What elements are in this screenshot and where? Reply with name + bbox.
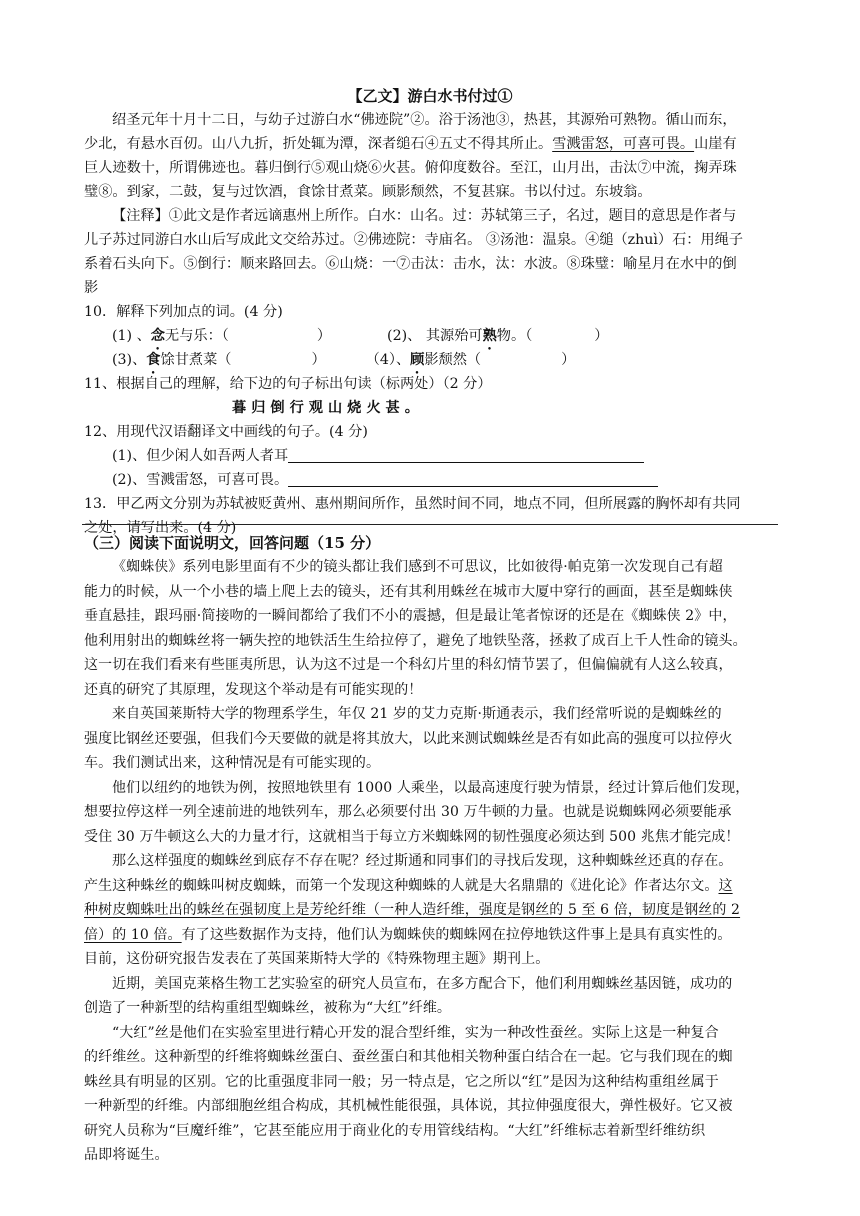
passage-line: 蛛丝具有明显的区别。它的比重强度非同一般；另一特点是，它之所以“红”是因为这种结构重组丝属于 (84, 1074, 719, 1090)
question-11-sentence: 暮归倒行观山烧火甚。 (232, 400, 424, 416)
passage-line: 能力的时候，从一个小巷的墙上爬上去的镜头，还有其利用蛛丝在城市大厦中穿行的画面，甚至是蜘蛛侠 (84, 584, 733, 600)
notes-line: 影 (84, 280, 99, 296)
passage-line: 倍）的 10 倍。有了这些数据作为支持，他们认为蜘蛛侠的蜘蛛网在拉停地铁这件事上是具有真实性的。 (84, 927, 732, 943)
question-12: 12、用现代汉语翻译文中画线的句子。(4 分) (84, 424, 368, 440)
passage-line: 强度比钢丝还要强，但我们今天要做的就是将其放大，以此来测试蜘蛛丝是否有如此高的强度可以拉停火 (84, 731, 733, 747)
notes-line: 儿子苏过同游白水山后写成此文交给苏过。②佛迹院：寺庙名。 ③汤池：温泉。④缒（zhuì）石：用绳子 (84, 232, 744, 248)
passage-line: 还真的研究了其原理，发现这个举动是有可能实现的！ (84, 682, 423, 698)
yi-text-line: 绍圣元年十月十二日，与幼子过游白水“佛迹院”②。浴于汤池③，热甚，其源殆可熟物。循山而东， (112, 112, 737, 128)
question-13-line: 之处，请写出来。(4 分) (84, 520, 237, 536)
passage-line: 那么这样强度的蜘蛛丝到底存不存在呢？经过斯通和同事们的寻找后发现，这种蜘蛛丝还真的存在。 (112, 853, 733, 869)
question-12-part-2: (2)、雪溅雷怒，可喜可畏。 (112, 468, 784, 492)
passage-line: 一种新型的纤维。内部细胞丝组合构成，其机械性能很强，具体说，其拉伸强度很大，弹性极好。它又被 (84, 1098, 733, 1114)
passage-line: 创造了一种新型的结构重组型蜘蛛丝，被称为“大红”纤维。 (84, 1000, 452, 1016)
passage-line: 垂直悬挂，跟玛丽·简接吻的一瞬间都给了我们不小的震撼，但是最让笔者惊讶的还是在《蜘蛛侠 2》中， (84, 608, 737, 624)
underlined-sentence: 倍）的 10 倍。 (84, 927, 182, 943)
dotted-word: 食 (146, 352, 161, 368)
question-11: 11、根据自己的理解，给下边的句子标出句读（标两处）（2 分） (84, 376, 492, 392)
passage-line: 想要拉停这样一列全速前进的地铁列车，那么必须要付出 30 万牛顿的力量。也就是说蜘蛛网必须要能承 (84, 804, 732, 820)
passage-line: 目前，这份研究报告发表在了英国莱斯特大学的《特殊物理主题》期刊上。 (84, 951, 550, 967)
answer-blank[interactable] (288, 446, 644, 463)
passage-line: 产生这种蛛丝的蜘蛛叫树皮蜘蛛，而第一个发现这种蜘蛛的人就是大名鼎鼎的《进化论》作者达尔文。这 (84, 878, 733, 894)
underlined-sentence: 种树皮蜘蛛吐出的蛛丝在强韧度上是芳纶纤维（一种人造纤维，强度是钢丝的 5 至 6 倍，韧度是钢丝的 2 (84, 902, 741, 918)
passage-line: 受住 30 万牛顿这么大的力量才行，这就相当于每立方米蜘蛛网的韧性强度必须达到 500 兆焦才能完成！ (84, 829, 740, 845)
passage-line (84, 898, 784, 923)
passage-line: “大红”丝是他们在实验室里进行精心开发的混合型纤维，实为一种改性蚕丝。实际上这是一种复合 (112, 1025, 719, 1041)
answer-blank[interactable] (288, 470, 658, 487)
yi-text-line: 璧⑧。到家，二鼓，复与过饮酒，食馀甘煮菜。顾影颓然，不复甚寐。书以付过。东坡翁。 (84, 184, 652, 200)
question-10-row-2: (3)、食馀甘煮菜（ ） （4）、顾影颓然（ ） (112, 352, 576, 368)
passage-line: 车。我们测试出来，这种情况是有可能实现的。 (84, 755, 381, 771)
section-3-heading: （三）阅读下面说明文，回答问题（15 分） (84, 534, 381, 552)
question-10-row-1: (1) 、念无与乐：（ ） (2)、 其源殆可熟物。（ ） (112, 328, 609, 344)
section-divider (82, 524, 778, 525)
passage-line: 研究人员称为“巨魔纤维”，它甚至能应用于商业化的专用管线结构。“大红”纤维标志着新型纤维纺织 (84, 1123, 706, 1139)
dotted-word: 熟 (482, 328, 497, 344)
question-10: 10．解释下列加点的词。(4 分) (84, 304, 283, 320)
passage-line: 近期，美国克莱格生物工艺实验室的研究人员宣布，在多方配合下，他们利用蜘蛛丝基因链，成功的 (112, 976, 733, 992)
yi-title: 【乙文】游白水书付过① (347, 87, 513, 105)
yi-text-line: 少北，有悬水百仞。山八九折，折处辄为潭，深者缒石④五丈不得其所止。雪溅雷怒，可喜可畏。山崖有 (84, 136, 737, 152)
notes-line: 系着石头向下。⑤倒行：顺来路回去。⑥山烧：一⑦击汰：击水，汰：水波。⑧珠璧：喻星月在水中的倒 (84, 256, 737, 272)
yi-text-line: 巨人迹数十，所谓佛迹也。暮归倒行⑤观山烧⑥火甚。俯仰度数谷。至江，山月出，击汰⑦中流，掬弄珠 (84, 160, 737, 176)
passage-line: 品即将诞生。 (84, 1147, 169, 1163)
underlined-sentence: 雪溅雷怒，可喜可畏。 (552, 136, 695, 152)
passage-line: 来自英国莱斯特大学的物理系学生，年仅 21 岁的艾力克斯·斯通表示，我们经常听说的是蜘蛛丝的 (112, 706, 722, 722)
passage-line: 的纤维丝。这种新型的纤维将蜘蛛丝蛋白、蚕丝蛋白和其他相关物种蛋白结合在一起。它与我们现在的蜘 (84, 1049, 733, 1065)
notes-line: 【注释】①此文是作者远谪惠州上所作。白水：山名。过：苏轼第三子，名过，题目的意思是作者与 (112, 208, 737, 224)
question-13-line: 13．甲乙两文分别为苏轼被贬黄州、惠州期间所作，虽然时间不同，地点不同，但所展露的胸怀却有共同 (84, 496, 741, 512)
underlined-sentence: 这 (718, 878, 733, 894)
passage-line: 《蜘蛛侠》系列电影里面有不少的镜头都让我们感到不可思议，比如彼得·帕克第一次发现自己有超 (112, 559, 723, 575)
passage-line: 这一切在我们看来有些匪夷所思，认为这不过是一个科幻片里的科幻情节罢了，但偏偏就有人这么较真， (84, 657, 733, 673)
passage-line: 他们以纽约的地铁为例，按照地铁里有 1000 人乘坐，以最高速度行驶为情景，经过计算后他们发现， (112, 780, 750, 796)
question-12-part-1: (1)、但少闲人如吾两人者耳 (112, 444, 784, 468)
passage-line: 他利用射出的蜘蛛丝将一辆失控的地铁活生生给拉停了，避免了地铁坠落，拯救了成百上千人性命的镜头。 (84, 633, 747, 649)
dotted-word: 念 (150, 328, 165, 344)
dotted-word: 顾 (410, 352, 425, 368)
